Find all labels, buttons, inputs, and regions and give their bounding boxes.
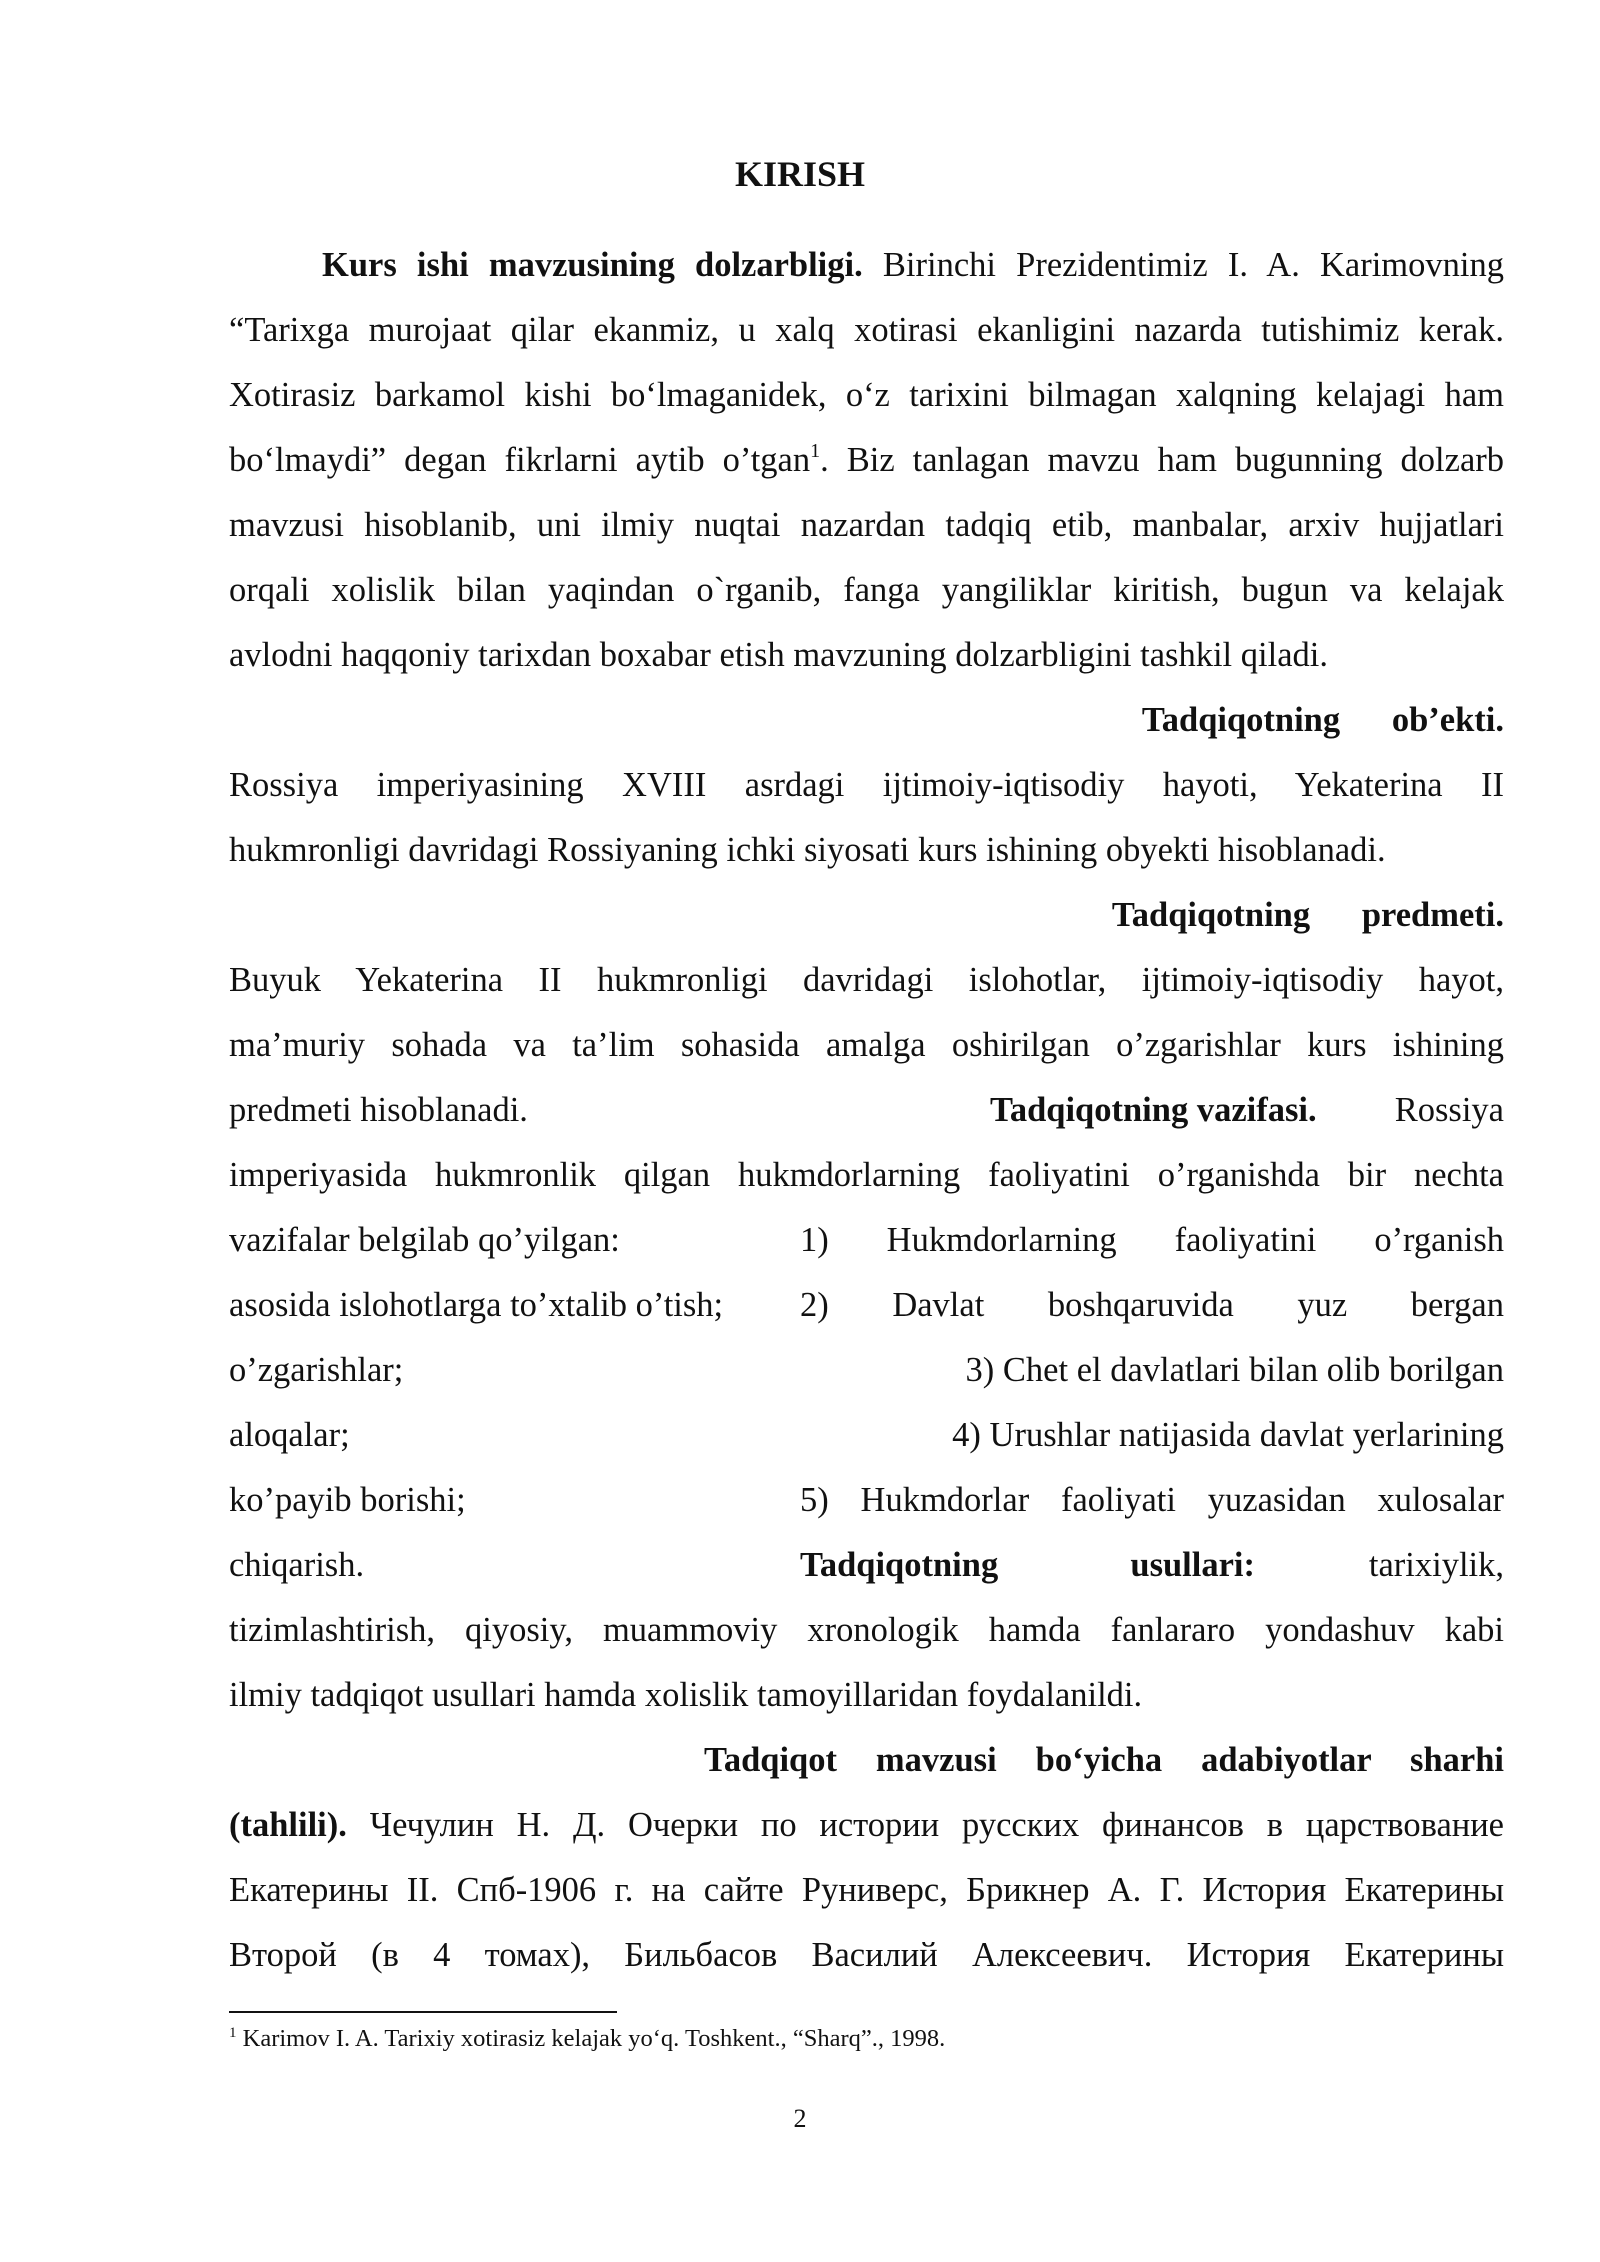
text-line [229,1673,1504,1717]
line-text: orqali xolislik bilan yaqindan o`rganib, fanga yangiliklar kiritish, bugun va kelajak [229,571,1504,609]
text-line [229,1868,1504,1912]
text-line [229,1413,1504,1457]
line-text: aloqalar; [229,1416,350,1454]
section-heading: KIRISH [734,154,866,194]
line-text: tarixiylik, [1368,1546,1504,1584]
text-line [229,373,1504,417]
line-text: Xotirasiz barkamol kishi bo‘lmaganidek, o‘z tarixini bilmagan xalqning kelajagi ham [229,376,1504,414]
text-line [229,1023,1504,1067]
text-line [229,828,1504,872]
text-line [229,243,1504,287]
line-text: asosida islohotlarga to’xtalib o’tish; [229,1286,724,1324]
text-line [229,1088,1504,1132]
task-item: 1) Hukmdorlarning faoliyatini o’rganish [800,1221,1504,1259]
bold-lead: Tadqiqotning ob’ekti. [1141,701,1504,739]
text-line [229,698,1504,742]
bold-lead: Tadqiqot mavzusi bo‘yicha adabiyotlar sharhi [704,1741,1504,1779]
line-text: o’zgarishlar; [229,1351,404,1389]
line-text: “Tarixga murojaat qilar ekanmiz, u xalq xotirasi ekanligini nazarda tutishimiz kerak. [229,311,1504,349]
line-text: chiqarish. [229,1546,365,1584]
text-line [229,1608,1504,1652]
line-text: avlodni haqqoniy tarixdan boxabar etish mavzuning dolzarbligini tashkil qiladi. [229,636,1328,674]
line-text: . Biz tanlagan mavzu ham bugunning dolzarb [820,441,1504,479]
line-text: mavzusi hisoblanib, uni ilmiy nuqtai nazardan tadqiq etib, manbalar, arxiv hujjatlari [229,506,1504,544]
line-text: ma’muriy sohada va ta’lim sohasida amalga oshirilgan o’zgarishlar kurs ishining [229,1026,1504,1064]
line-text: vazifalar belgilab qo’yilgan: [229,1221,620,1259]
line-text: Rossiya imperiyasining XVIII asrdagi ijtimoiy-iqtisodiy hayoti, Yekaterina II [229,766,1504,804]
line-text: predmeti hisoblanadi. [229,1091,528,1129]
line-text: hukmronligi davridagi Rossiyaning ichki siyosati kurs ishining obyekti hisoblanadi. [229,831,1386,869]
text-line [229,1543,1504,1587]
bold-lead: Kurs ishi mavzusining dolzarbligi. [322,246,863,284]
line-text: ko’payib borishi; [229,1481,466,1519]
footnote-separator [229,2011,617,2013]
text-line [229,1218,1504,1262]
footnote [229,2024,1504,2054]
footnote-ref: 1 [810,440,821,462]
line-text: Второй (в 4 томах), Бильбасов Василий Алексеевич. История Екатерины [229,1936,1504,1974]
text-line [704,1738,1504,1782]
line-text: Buyuk Yekaterina II hukmronligi davridagi islohotlar, ijtimoiy-iqtisodiy hayot, [229,961,1504,999]
text-line [229,1933,1504,1977]
footnote-marker: 1 [229,2025,237,2041]
text-line [229,568,1504,612]
footnote-text: Karimov I. A. Tarixiy xotirasiz kelajak yo‘q. Toshkent., “Sharq”., 1998. [236,2025,946,2052]
text-line [229,1478,1504,1522]
bold-lead: Tadqiqotning usullari: [800,1546,1255,1584]
task-item: 5) Hukmdorlar faoliyati yuzasidan xulosalar [800,1481,1504,1519]
bold-lead: (tahlili). [229,1806,347,1844]
text-line [229,1803,1504,1847]
line-text: Чечулин Н. Д. Очерки по истории русских финансов в царствование [346,1806,1504,1844]
line-text: tizimlashtirish, qiyosiy, muammoviy xronologik hamda fanlararo yondashuv kabi [229,1611,1504,1649]
text-line [229,633,1504,677]
text-line [229,438,1504,482]
text-line [229,308,1504,352]
line-text: Rossiya [1394,1091,1504,1129]
text-line [229,503,1504,547]
bold-lead: Tadqiqotning vazifasi. [990,1091,1317,1129]
line-text: imperiyasida hukmronlik qilgan hukmdorlarning faoliyatini o’rganishda bir nechta [229,1156,1504,1194]
line-text: bo‘lmaydi” degan fikrlarni aytib o’tgan [229,441,811,479]
text-line [229,763,1504,807]
text-line [229,893,1504,937]
bold-lead: Tadqiqotning predmeti. [1111,896,1504,934]
text-line [229,1153,1504,1197]
task-item: 2) Davlat boshqaruvida yuz bergan [800,1286,1504,1324]
line-text: ilmiy tadqiqot usullari hamda xolislik tamoyillaridan foydalanildi. [229,1676,1143,1714]
text-line [229,958,1504,1002]
task-item: 3) Chet el davlatlari bilan olib borilgan [965,1351,1504,1389]
text-line [229,1283,1504,1327]
line-text: Екатерины II. Спб-1906 г. на сайте Руниверс, Брикнер А. Г. История Екатерины [229,1871,1504,1909]
line-text: Birinchi Prezidentimiz I. A. Karimovning [862,246,1504,284]
text-line [229,1348,1504,1392]
page-number: 2 [793,2104,807,2133]
task-item: 4) Urushlar natijasida davlat yerlarining [952,1416,1504,1454]
